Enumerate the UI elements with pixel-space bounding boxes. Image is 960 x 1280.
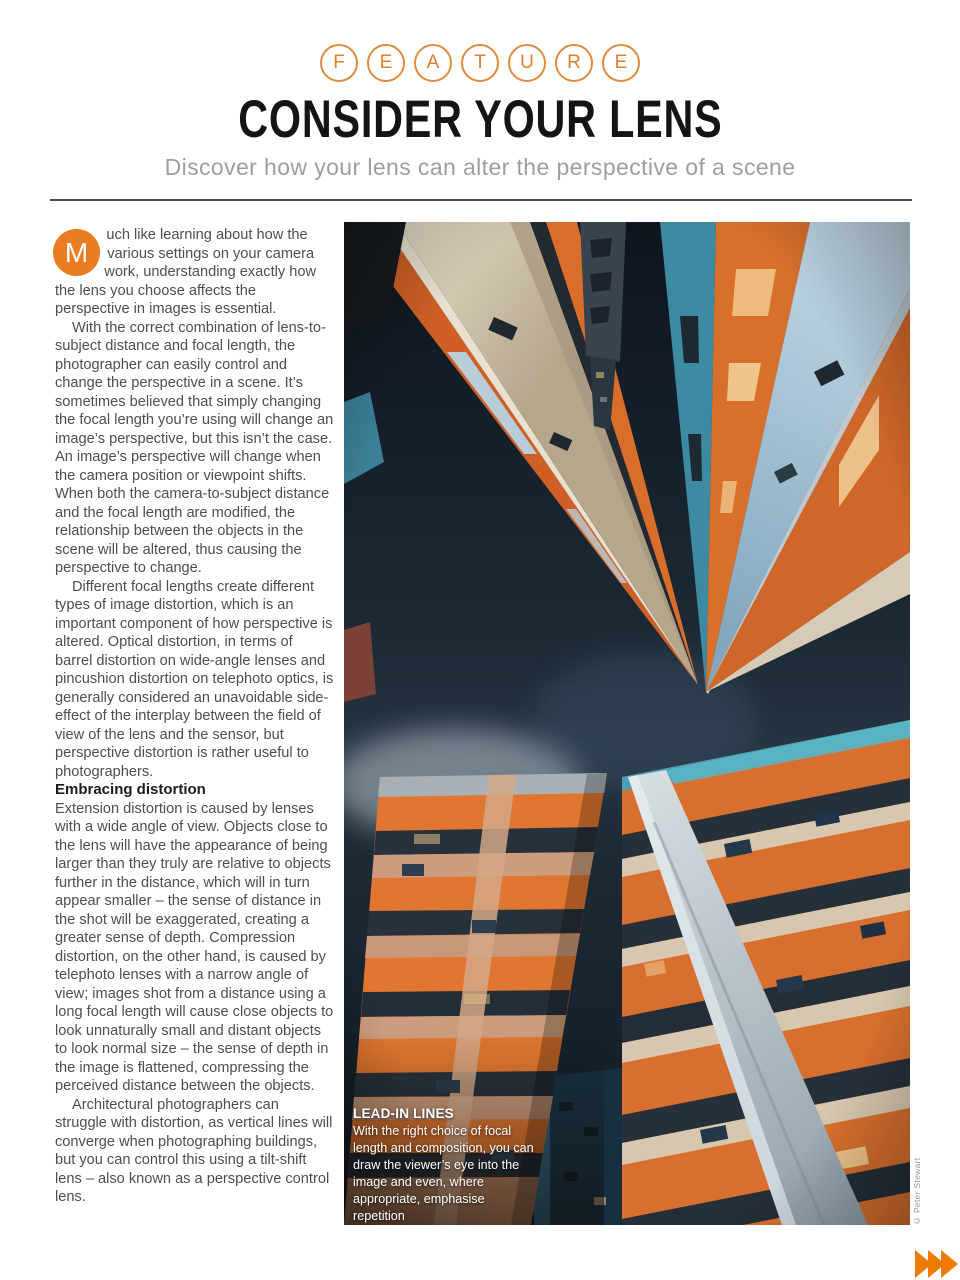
photo-caption xyxy=(353,1106,535,1225)
article-column xyxy=(55,226,334,1207)
kicker-letter: T xyxy=(474,52,486,73)
kicker-letter-circle xyxy=(508,44,546,82)
paragraph-2: With the correct combination of lens-to-subject distance and focal length, the photographer can easily control and change the perspective in a scene. It’s sometimes believed that simply changing the focal length you’re using will change an image’s perspective, but this isn’t the case. An image’s perspective will change when the camera position or viewpoint shifts. When both the camera-to-subject distance and the focal length are modified, the relationship between the objects in the scene will be altered, thus causing the perspective to change. xyxy=(55,319,334,576)
page-title: CONSIDER YOUR LENS xyxy=(237,90,723,149)
feature-photo xyxy=(344,222,910,1225)
kicker-letter: E xyxy=(614,52,628,73)
subheading: Embracing distortion xyxy=(55,781,206,798)
page-title-wrap xyxy=(0,92,960,148)
kicker-letter-circle xyxy=(414,44,452,82)
vignette xyxy=(344,222,910,1225)
drop-cap-circle xyxy=(53,229,100,276)
kicker-letter-circle xyxy=(367,44,405,82)
kicker-letter-circle xyxy=(555,44,593,82)
kicker-letter: R xyxy=(567,52,581,73)
kicker-letter-circle xyxy=(461,44,499,82)
photo-caption-title: LEAD-IN LINES xyxy=(353,1106,454,1121)
page-subtitle: Discover how your lens can alter the perspective of a scene xyxy=(164,154,796,180)
kicker-letter-circle xyxy=(602,44,640,82)
kicker-letter: E xyxy=(379,52,393,73)
kicker-letter-circle xyxy=(320,44,358,82)
kicker-letter: A xyxy=(426,52,440,73)
paragraph-1-text: uch like learning about how the various settings on your camera work, understanding exactly how the lens you choose affects the perspective in images is essential. xyxy=(55,227,317,317)
fast-forward-icon[interactable] xyxy=(915,1249,959,1279)
paragraph-3: Different focal lengths create different types of image distortion, which is an important component of how perspective is altered. Optical distortion, in terms of barrel distortion on wide-angle lenses and pincushion distortion on telephoto optics, is generally considered an unavoidable side-effect of the interplay between the field of view of the lens and the sensor, but perspective distortion is rather useful to photographers. xyxy=(55,578,334,780)
paragraph-4: Extension distortion is caused by lenses with a wide angle of view. Objects close to the lens will have the appearance of being larger than they truly are relative to objects further in the distance, which will in turn appear smaller – the sense of distance in the shot will be exaggerated, creating a greater sense of depth. Compression distortion, on the other hand, is caused by telephoto lenses with a narrow angle of view; images shot from a distance using a long focal length will cause close objects to look unnaturally small and distant objects to look normal size – the sense of depth in the image is flattened, compressing the perceived distance between the objects. xyxy=(55,800,334,1094)
paragraph-5: Architectural photographers can struggle with distortion, as vertical lines will converge when photographing buildings, but you can control this using a tilt-shift lens – also known as a perspective control lens. xyxy=(55,1096,333,1205)
kicker xyxy=(0,44,960,82)
photo-caption-body: With the right choice of focal length and composition, you can draw the viewer’s eye into the image and even, where appropriate, emphasise repetition xyxy=(353,1124,534,1223)
photo-credit: © Peter Stewart xyxy=(912,1157,922,1226)
divider-rule xyxy=(50,199,912,201)
kicker-letter: U xyxy=(520,52,534,73)
kicker-letter: F xyxy=(333,52,345,73)
drop-cap-letter: M xyxy=(64,236,89,268)
feature-photo-illustration xyxy=(344,222,910,1225)
paragraph-1 xyxy=(55,226,334,319)
